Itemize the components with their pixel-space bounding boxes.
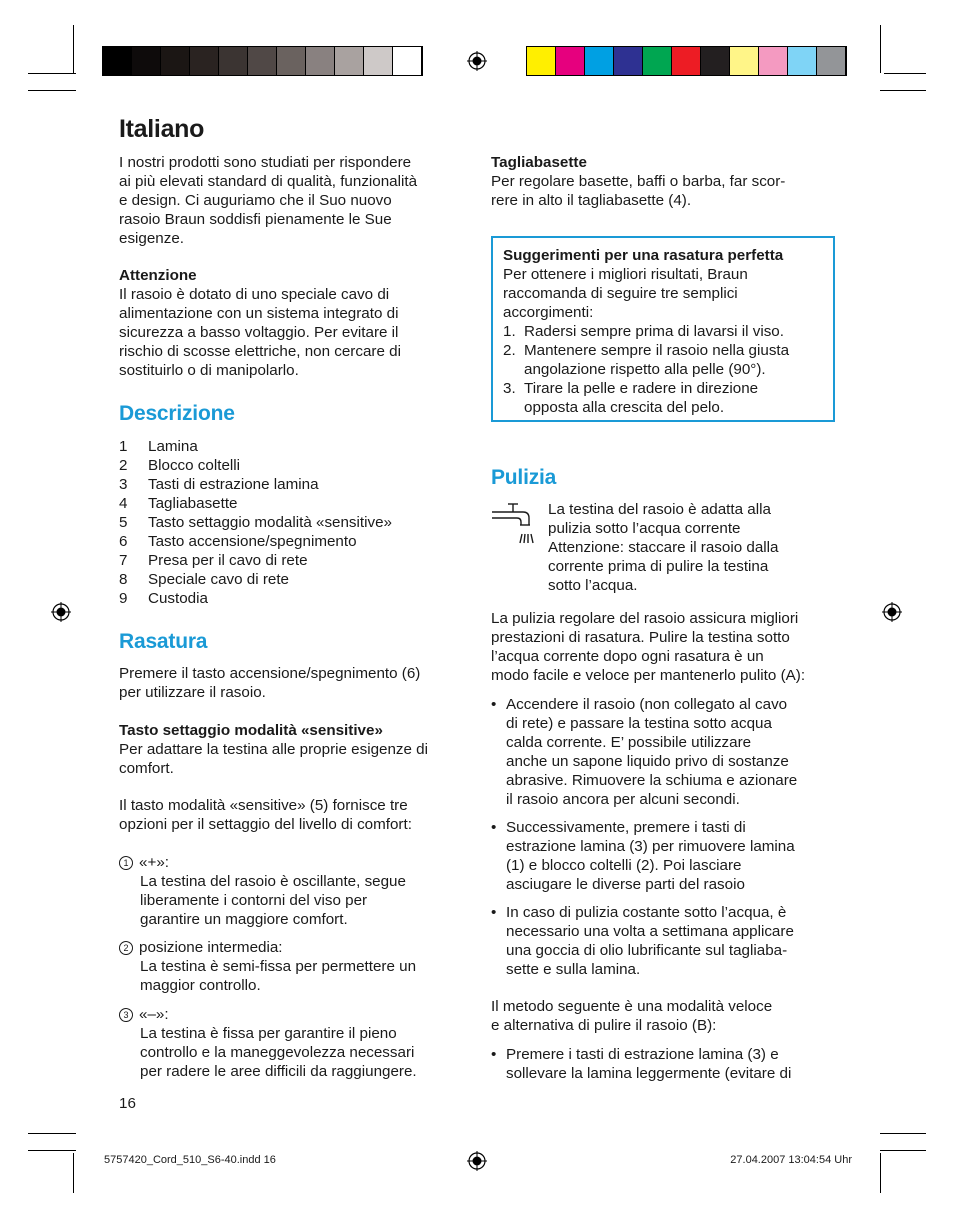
list-item: 2 Blocco coltelli [119,457,241,474]
text-line: Per ottenere i migliori risultati, Braun [503,266,748,283]
registration-mark-icon [51,602,71,622]
text-line: sicurezza a basso voltaggio. Per evitare il [119,324,399,341]
color-swatch [788,47,817,75]
registration-mark-icon [467,51,487,71]
pulizia-paragraph [491,609,841,685]
text-line: rere in alto il tagliabasette (4). [491,192,692,209]
process-color-bar [526,46,847,76]
color-swatch [277,47,306,75]
list-item: • Premere i tasti di estrazione lamina (3) e sollevare la lamina leggermente (evitare di [491,1046,792,1082]
timestamp-slug: 27.04.2007 13:04:54 Uhr [730,1154,852,1166]
faucet-icon [491,503,539,545]
text-line: rischio di scosse elettriche, non cercare di [119,343,401,360]
option-1 [119,853,464,929]
option-2 [119,938,464,995]
text-line: sotto l’acqua. [548,577,638,594]
color-swatch [393,47,422,75]
text-line: Per adattare la testina alle proprie esigenze di [119,741,429,758]
color-swatch [759,47,788,75]
list-item: 8 Speciale cavo di rete [119,571,289,588]
text-line: e alternativa di pulire il rasoio (B): [491,1017,717,1034]
list-item: 4 Tagliabasette [119,495,238,512]
color-swatch [527,47,556,75]
color-swatch [161,47,190,75]
color-swatch [817,47,846,75]
text-line: maggior controllo. [140,977,261,994]
text-line: pulizia sotto l’acqua corrente [548,520,741,537]
text-line: garantire un maggiore comfort. [140,911,348,928]
text-line: e design. Ci auguriamo che il Suo nuovo [119,192,392,209]
tips-heading: Suggerimenti per una rasatura perfetta [503,247,784,264]
option-label: «–»: [139,1006,169,1023]
list-item: 2. Mantenere sempre il rasoio nella giusta angolazione rispetto alla pelle (90°). [503,342,790,378]
pulizia-icon-text [548,500,838,595]
alternative-method [491,997,841,1035]
text-line: La testina del rasoio è oscillante, segue [140,873,406,890]
text-line: liberamente i contorni del viso per [140,892,368,909]
registration-mark-icon [467,1151,487,1171]
cleaning-bullets [491,903,841,979]
cleaning-bullets [491,818,841,894]
parts-list [119,437,464,608]
text-line: controllo e la maneggevolezza necessari [140,1044,415,1061]
page-number: 16 [119,1095,136,1112]
color-swatch [364,47,393,75]
text-line: ai più elevati standard di qualità, funzionalità [119,173,418,190]
text-line: comfort. [119,760,174,777]
text-line: Attenzione: staccare il rasoio dalla [548,539,779,556]
text-line: accorgimenti: [503,304,594,321]
text-line: per utilizzare il rasoio. [119,684,266,701]
attenzione-heading: Attenzione [119,267,197,284]
list-item: 6 Tasto accensione/spegnimento [119,533,357,550]
cleaning-bullets [491,1045,841,1083]
rasatura-heading: Rasatura [119,630,208,653]
attenzione-section [119,266,464,380]
text-line: prestazioni di rasatura. Pulire la testina sotto [491,629,790,646]
option-label: posizione intermedia: [139,939,283,956]
text-line: La testina del rasoio è adatta alla [548,501,771,518]
rasatura-paragraph [119,664,464,702]
list-item: • In caso di pulizia costante sotto l’acqua, è necessario una volta a settimana applicare una goccia di olio lubrificante sul tagliaba- sette e sulla lamina. [491,904,794,978]
list-item: 1. Radersi sempre prima di lavarsi il viso. [503,323,784,340]
text-line: modo facile e veloce per mantenerlo pulito (A): [491,667,806,684]
list-item: 7 Presa per il cavo di rete [119,552,308,569]
color-swatch [585,47,614,75]
descrizione-heading: Descrizione [119,402,235,425]
tips-box [491,236,835,422]
circled-number: 3 [119,1008,133,1022]
text-line: alimentazione con un sistema integrato di [119,305,399,322]
text-line: rasoio Braun soddisfi pienamente le Sue [119,211,392,228]
tagliabasette-section [491,153,836,210]
text-line: La testina è fissa per garantire il pieno [140,1025,397,1042]
text-line: I nostri prodotti sono studiati per rispondere [119,154,412,171]
list-item: 9 Custodia [119,590,208,607]
text-line: Premere il tasto accensione/spegnimento (6) [119,665,421,682]
pulizia-heading: Pulizia [491,466,557,489]
color-swatch [730,47,759,75]
color-swatch [306,47,335,75]
text-line: Il metodo seguente è una modalità veloce [491,998,773,1015]
text-line: per radere le aree difficili da raggiungere. [140,1063,417,1080]
text-line: Il tasto modalità «sensitive» (5) fornisce tre [119,797,408,814]
color-swatch [219,47,248,75]
grayscale-color-bar [102,46,423,76]
text-line: l’acqua corrente dopo ogni rasatura è un [491,648,764,665]
circled-number: 1 [119,856,133,870]
option-3 [119,1005,464,1081]
text-line: La pulizia regolare del rasoio assicura migliori [491,610,799,627]
cleaning-bullets [491,695,841,809]
tagliabasette-heading: Tagliabasette [491,154,587,171]
text-line: La testina è semi-fissa per permettere un [140,958,417,975]
color-swatch [701,47,730,75]
list-item: 3 Tasti di estrazione lamina [119,476,319,493]
intro-paragraph [119,153,464,248]
text-line: Per regolare basette, baffi o barba, far scor- [491,173,786,190]
color-swatch [132,47,161,75]
list-item: 5 Tasto settaggio modalità «sensitive» [119,514,392,531]
color-swatch [190,47,219,75]
sensitive-section [119,721,464,778]
color-swatch [643,47,672,75]
text-line: opzioni per il settaggio del livello di comfort: [119,816,412,833]
text-line: esigenze. [119,230,185,247]
option-label: «+»: [139,854,169,871]
options-intro [119,796,464,834]
color-swatch [335,47,364,75]
page-title: Italiano [119,115,205,143]
sensitive-heading: Tasto settaggio modalità «sensitive» [119,722,383,739]
file-slug: 5757420_Cord_510_S6-40.indd 16 [104,1154,276,1166]
text-line: sostituirlo o di manipolarlo. [119,362,299,379]
color-swatch [103,47,132,75]
color-swatch [672,47,701,75]
list-item: 3. Tirare la pelle e radere in direzione opposta alla crescita del pelo. [503,380,759,416]
color-swatch [614,47,643,75]
color-swatch [248,47,277,75]
text-line: raccomanda di seguire tre semplici [503,285,738,302]
list-item: • Successivamente, premere i tasti di estrazione lamina (3) per rimuovere lamina (1) e blocco coltelli (2). Poi lasciare asciugare le diverse parti del rasoio [491,819,795,893]
text-line: Il rasoio è dotato di uno speciale cavo di [119,286,390,303]
list-item: 1 Lamina [119,438,198,455]
color-swatch [556,47,585,75]
tips-list [503,322,823,417]
list-item: • Accendere il rasoio (non collegato al cavo di rete) e passare la testina sotto acqua calda corrente. E’ possibile utilizzare anche un sapone liquido privo di sostanze abrasive. Rimuovere la schiuma e azionare il rasoio ancora per alcuni secondi. [491,696,798,808]
text-line: corrente prima di pulire la testina [548,558,769,575]
registration-mark-icon [882,602,902,622]
circled-number: 2 [119,941,133,955]
